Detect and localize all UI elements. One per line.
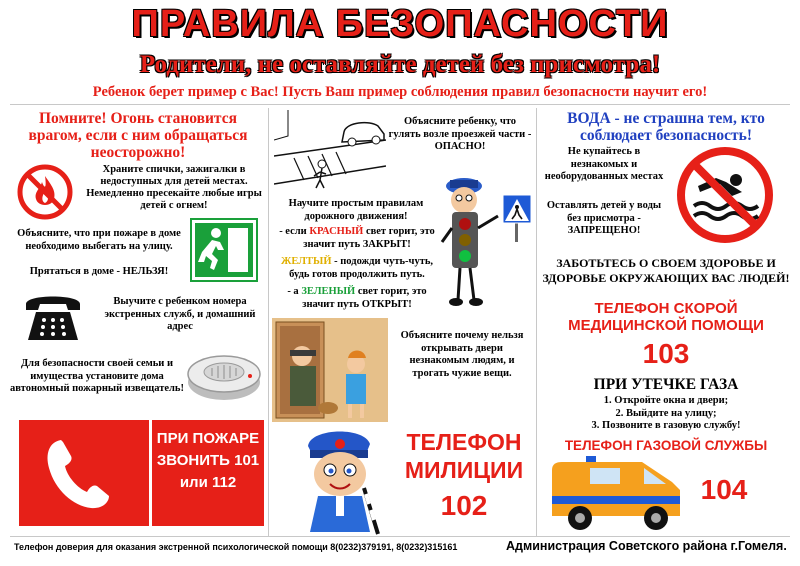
police-boy-illustration xyxy=(290,424,390,541)
detector-tip: Для безопасности своей семьи и имущества установите дома автономный пожарный извещатель! xyxy=(10,358,184,394)
water-heading: ВОДА - не страшна тем, кто соблюдает безопасность! xyxy=(567,110,765,144)
police-phone-label: ТЕЛЕФОН МИЛИЦИИ xyxy=(404,429,524,483)
telephone-icon xyxy=(22,290,84,349)
pedestrian-sign-icon xyxy=(502,194,532,247)
street-tip: Объясните ребенку, что гулять возле проезжей части - ОПАСНО! xyxy=(388,116,532,152)
gas-service-number: 104 xyxy=(700,474,748,505)
kids-water-tip: Оставлять детей у воды без присмотра - ЗАПРЕЩЕНО! xyxy=(546,200,662,236)
exit-warning: Прятаться в доме - НЕЛЬЗЯ! xyxy=(29,266,169,277)
gas-van-icon xyxy=(546,456,686,539)
emergency-exit-icon xyxy=(190,218,258,287)
fire-call-text: ПРИ ПОЖАРЕ ЗВОНИТЬ 101 или 112 xyxy=(156,430,260,491)
no-fire-icon xyxy=(16,163,74,226)
red-light-rule: - если КРАСНЫЙ свет горит, это значит путь ЗАКРЫТ! xyxy=(279,226,435,250)
street-illustration xyxy=(274,110,386,197)
fire-heading: Помните! Огонь становится врагом, если с ним обращаться неосторожно! xyxy=(28,110,248,161)
gas-steps xyxy=(540,395,792,433)
ambulance-number: 103 xyxy=(642,338,690,369)
column-divider-right xyxy=(536,108,537,536)
header-divider xyxy=(10,104,790,105)
gas-step: 3. Позвоните в газовую службу! xyxy=(591,420,741,431)
matches-tip: Храните спички, зажигалки в недоступных для детей местах. Немедленно пресекайте любые игры детей с огнем! xyxy=(86,164,262,211)
page-title: ПРАВИЛА БЕЗОПАСНОСТИ xyxy=(131,3,669,45)
hotline-text: Телефон доверия для оказания экстренной психологической помощи 8(0232)379191, 8(0232)315161 xyxy=(14,542,458,552)
gas-step: 1. Откройте окна и двери; xyxy=(603,395,729,406)
page-subtitle: Родители, не оставляйте детей без присмотра! xyxy=(139,51,661,78)
exit-tip: Объясните, что при пожаре в доме необходимо выбегать на улицу. xyxy=(17,228,181,252)
strangers-tip: Объясните почему нельзя открывать двери незнакомым людям, и трогать чужие вещи. xyxy=(400,330,524,379)
gas-service-label: ТЕЛЕФОН ГАЗОВОЙ СЛУЖБЫ xyxy=(564,438,768,453)
lead-text: Ребенок берет пример с Вас! Пусть Ваш пример соблюдения правил безопасности научит его! xyxy=(92,84,708,100)
administration-text: Администрация Советского района г.Гомеля. xyxy=(506,539,787,553)
yellow-light-rule: ЖЕЛТЫЙ - подожди чуть-чуть, будь готов продолжить путь. xyxy=(280,256,434,280)
swim-tip: Не купайтесь в незнакомых и необорудованных местах xyxy=(544,146,664,182)
column-divider-left xyxy=(268,108,269,536)
green-light-rule: - а ЗЕЛЕНЫЙ свет горит, это значит путь ОТКРЫТ! xyxy=(287,286,427,310)
gas-step: 2. Выйдите на улицу; xyxy=(615,407,717,419)
phone-handset-icon xyxy=(19,420,149,526)
strangers-illustration xyxy=(272,318,388,427)
smoke-detector-icon xyxy=(184,346,264,411)
rules-intro: Научите простым правилам дорожного движения! xyxy=(288,198,424,222)
numbers-tip: Выучите с ребенком номера экстренных служб, и домашний адрес xyxy=(104,296,256,332)
ambulance-label: ТЕЛЕФОН СКОРОЙ МЕДИЦИНСКОЙ ПОМОЩИ xyxy=(568,300,764,334)
police-phone-number: 102 xyxy=(440,490,488,521)
no-swimming-icon xyxy=(676,146,774,249)
health-text: ЗАБОТЬТЕСЬ О СВОЕМ ЗДОРОВЬЕ И ЗДОРОВЬЕ ОКРУЖАЮЩИХ ВАС ЛЮДЕЙ! xyxy=(542,256,790,285)
gas-heading: ПРИ УТЕЧКЕ ГАЗА xyxy=(593,376,739,393)
